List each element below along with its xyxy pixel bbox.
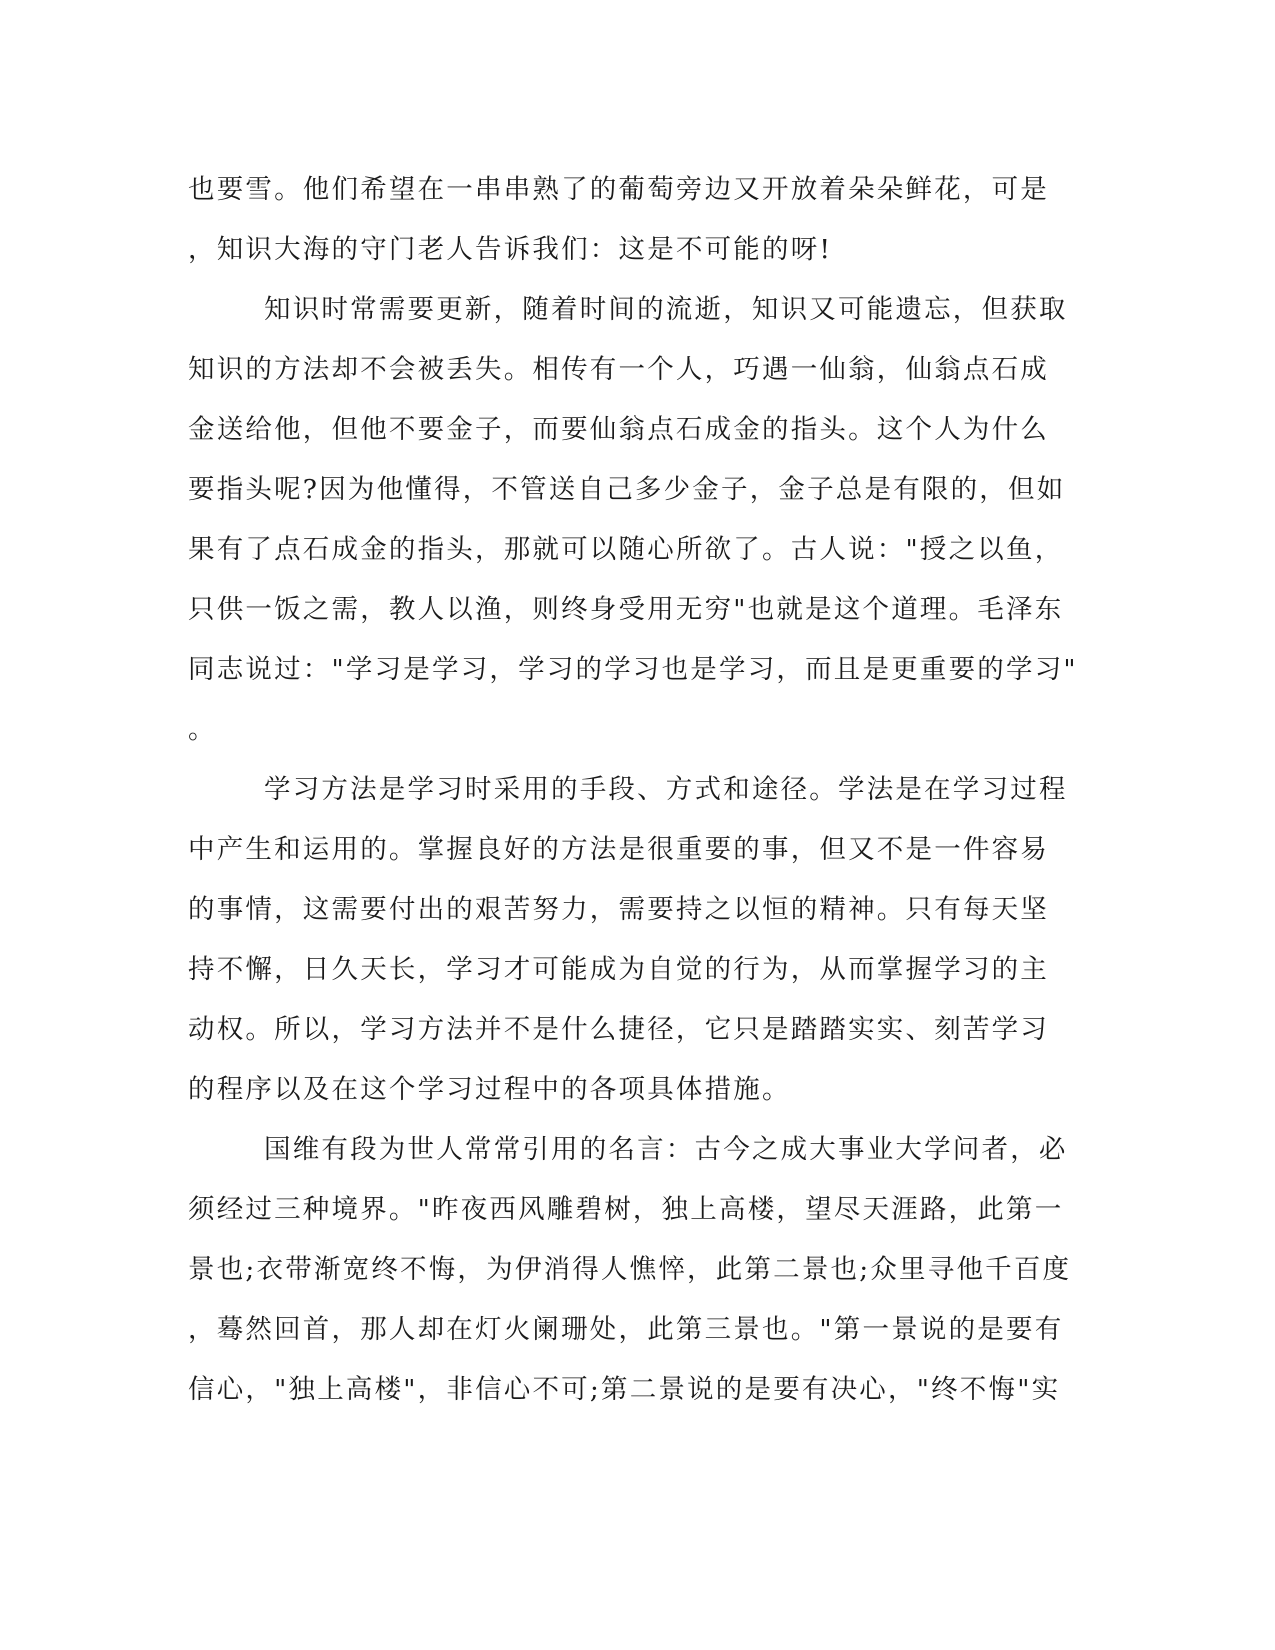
text-line: 也要雪。他们希望在一串串熟了的葡萄旁边又开放着朵朵鲜花，可是	[188, 174, 1049, 205]
paragraph-3	[188, 760, 1068, 1120]
text-line: 信心，"独上高楼"，非信心不可;第二景说的是要有决心，"终不悔"实	[188, 1374, 1061, 1405]
text-line: 中产生和运用的。掌握良好的方法是很重要的事，但又不是一件容易	[188, 834, 1049, 865]
text-line: 金送给他，但他不要金子，而要仙翁点石成金的指头。这个人为什么	[188, 414, 1049, 445]
text-line: 景也;衣带渐宽终不悔，为伊消得人憔悴，此第二景也;众里寻他千百度	[188, 1254, 1072, 1285]
text-line: ，知识大海的守门老人告诉我们：这是不可能的呀!	[188, 234, 833, 265]
text-line: 同志说过："学习是学习，学习的学习也是学习，而且是更重要的学习"	[188, 654, 1078, 685]
text-line: 学习方法是学习时采用的手段、方式和途径。学法是在学习过程	[264, 774, 1068, 805]
text-line: 要指头呢?因为他懂得，不管送自己多少金子，金子总是有限的，但如	[188, 474, 1066, 505]
text-line: 的程序以及在这个学习过程中的各项具体措施。	[188, 1074, 791, 1105]
text-line: 持不懈，日久天长，学习才可能成为自觉的行为，从而掌握学习的主	[188, 954, 1049, 985]
text-line: 果有了点石成金的指头，那就可以随心所欲了。古人说："授之以鱼，	[188, 534, 1064, 565]
text-line: 的事情，这需要付出的艰苦努力，需要持之以恒的精神。只有每天坚	[188, 894, 1049, 925]
text-line: 知识的方法却不会被丢失。相传有一个人，巧遇一仙翁，仙翁点石成	[188, 354, 1049, 385]
paragraph-2	[188, 280, 1078, 760]
text-line: ，蓦然回首，那人却在灯火阑珊处，此第三景也。"第一景说的是要有	[188, 1314, 1064, 1345]
paragraph-4	[188, 1120, 1072, 1420]
text-line: 动权。所以，学习方法并不是什么捷径，它只是踏踏实实、刻苦学习	[188, 1014, 1049, 1045]
text-line: 只供一饭之需，教人以渔，则终身受用无穷"也就是这个道理。毛泽东	[188, 594, 1064, 625]
text-line: 国维有段为世人常常引用的名言：古今之成大事业大学问者，必	[264, 1134, 1068, 1165]
text-line: 知识时常需要更新，随着时间的流逝，知识又可能遗忘，但获取	[264, 294, 1068, 325]
paragraph-1	[188, 160, 1068, 280]
text-line: 。	[188, 714, 217, 745]
text-line: 须经过三种境界。"昨夜西风雕碧树，独上高楼，望尽天涯路，此第一	[188, 1194, 1064, 1225]
body-text	[188, 160, 1078, 1420]
